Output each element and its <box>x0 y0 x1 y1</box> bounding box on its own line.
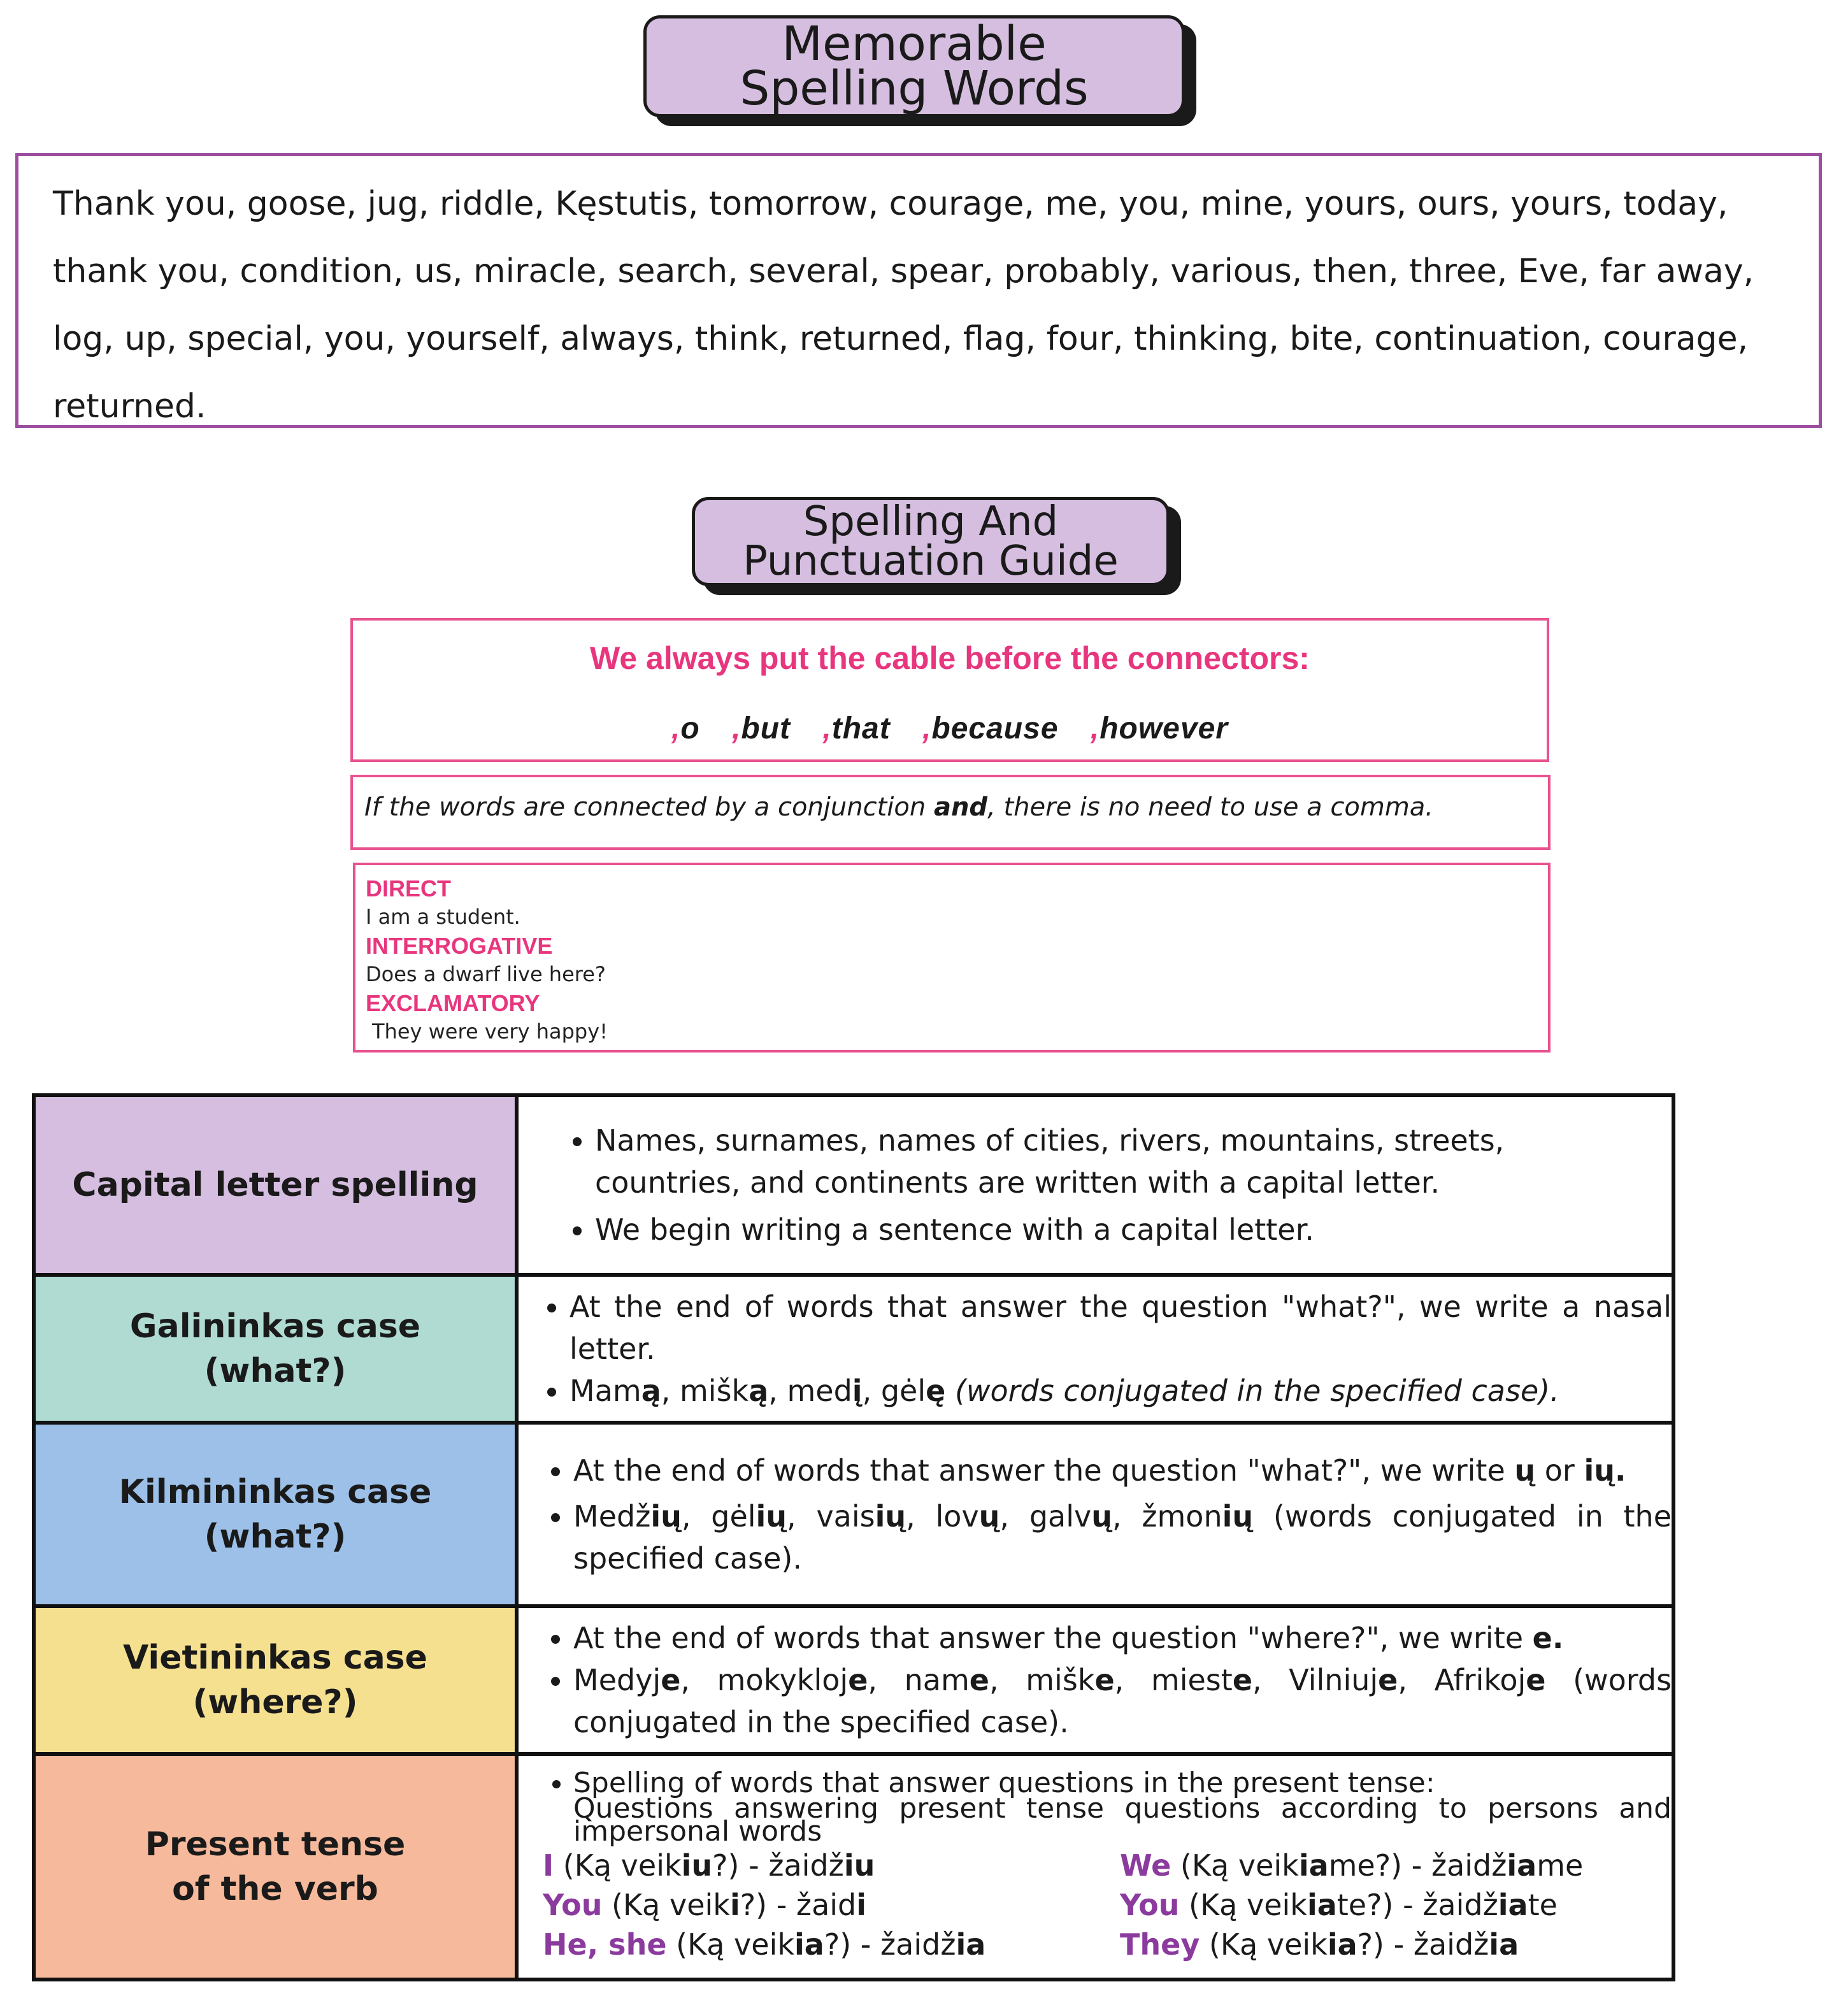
row-galininkas <box>34 1275 1673 1423</box>
galininkas-content-cell <box>517 1275 1673 1423</box>
spelling-words-box <box>15 153 1822 428</box>
comma-rule-heading: We always put the cable before the connectors: <box>590 640 1310 676</box>
sentence-type-exclamatory-label: EXCLAMATORY <box>366 990 540 1016</box>
connector-however: ,however <box>1090 712 1228 745</box>
words-line-3: log, up, special, you, yourself, always, think, returned, flag, four, thinking, bite, continuation, courage, <box>53 320 1749 358</box>
kilmininkas-label-line1: Kilmininkas case <box>118 1473 432 1511</box>
vietininkas-bullet-1: • At the end of words that answer the question "where?", we write e. <box>573 1617 1672 1659</box>
conjugation-left <box>543 1846 1094 1964</box>
connector-because: ,because <box>922 712 1059 745</box>
kilmininkas-content-cell <box>517 1423 1673 1606</box>
present-bullet-1: • Spelling of words that answer questions in the present tense: <box>573 1769 1672 1797</box>
conj-they: They (Ką veikia?) - žaidžia <box>1120 1927 1519 1962</box>
kilmininkas-label-cell <box>34 1423 517 1606</box>
and-rule-after: , there is no need to use a comma. <box>987 793 1434 822</box>
galininkas-bullet-1: • At the end of words that answer the question "what?", we write a nasal letter. <box>569 1286 1672 1370</box>
conj-you-singular: You (Ką veiki?) - žaidi <box>543 1888 867 1922</box>
kilmininkas-label-line2: (what?) <box>204 1518 347 1556</box>
guide-title-line1: Spelling And <box>803 498 1059 545</box>
connector-but: ,but <box>732 712 791 745</box>
words-line-4: returned. <box>53 387 206 426</box>
memorable-title-line1: Memorable <box>782 17 1047 71</box>
connectors-list <box>353 711 1547 746</box>
and-rule-before: If the words are connected by a conjunction <box>364 793 934 822</box>
conj-we: We (Ką veikiame?) - žaidžiame <box>1120 1848 1584 1883</box>
galininkas-label-line2: (what?) <box>204 1352 347 1390</box>
conjugation-grid <box>538 1846 1672 1964</box>
and-rule-bold: and <box>933 793 988 822</box>
galininkas-label-line1: Galininkas case <box>129 1307 421 1346</box>
vietininkas-label-cell <box>34 1606 517 1754</box>
sentence-type-exclamatory-example: They were very happy! <box>372 1019 608 1044</box>
memorable-words-title <box>643 15 1185 117</box>
and-rule-box <box>350 775 1551 850</box>
vietininkas-bullet-2: • Medyje, mokykloje, name, miške, mieste, Vilniuje, Afrikoje (words conjugated in the specified case). <box>573 1659 1672 1743</box>
vietininkas-note: (words conjugated in the specified case). <box>573 1663 1672 1739</box>
sentence-type-interrogative-example: Does a dwarf live here? <box>366 962 606 986</box>
conj-i: I (Ką veikiu?) - žaidžiu <box>543 1848 875 1883</box>
capital-content-cell <box>517 1095 1673 1275</box>
sentence-types-box <box>353 863 1551 1053</box>
capital-bullet-1: • Names, surnames, names of cities, rivers, mountains, streets, countries, and continents are written with a capital letter. <box>595 1119 1672 1204</box>
capital-label-cell <box>34 1095 517 1275</box>
kilmininkas-bullet-1: • At the end of words that answer the question "what?", we write ų or ių. <box>573 1449 1672 1491</box>
kilmininkas-note: (words conjugated in the specified case). <box>573 1499 1672 1576</box>
row-present-tense <box>34 1754 1673 1980</box>
galininkas-bullet-2: • Mamą, mišką, medį, gėlę (words conjugated in the specified case). <box>569 1370 1672 1412</box>
row-vietininkas <box>34 1606 1673 1754</box>
vietininkas-label-line2: (where?) <box>192 1683 358 1721</box>
vietininkas-label-line1: Vietininkas case <box>123 1639 427 1677</box>
vietininkas-content-cell <box>517 1606 1673 1754</box>
capital-label: Capital letter spelling <box>72 1166 478 1204</box>
sentence-type-interrogative-label: INTERROGATIVE <box>366 933 553 959</box>
sentence-type-direct-label: DIRECT <box>366 875 451 902</box>
conj-you-plural: You (Ką veikiate?) - žaidžiate <box>1120 1888 1558 1922</box>
kilmininkas-bullet-2: • Medžių, gėlių, vaisių, lovų, galvų, žmonių (words conjugated in the specified case). <box>573 1495 1672 1579</box>
memorable-title-line2: Spelling Words <box>740 61 1089 116</box>
present-subline: Questions answering present tense questions according to persons and impersonal words <box>573 1792 1672 1848</box>
grammar-rules-table <box>32 1093 1675 1981</box>
comma-rule-box <box>350 618 1549 762</box>
present-label-line1: Present tense <box>145 1825 406 1864</box>
conjugation-right <box>1120 1846 1672 1964</box>
sentence-type-direct-example: I am a student. <box>366 905 520 929</box>
capital-bullet-2: • We begin writing a sentence with a capital letter. <box>595 1209 1672 1251</box>
guide-title-line2: Punctuation Guide <box>743 538 1119 585</box>
connector-o: ,o <box>671 712 700 745</box>
words-line-1: Thank you, goose, jug, riddle, Kęstutis, tomorrow, courage, me, you, mine, yours, ours, yours, today, <box>53 185 1728 223</box>
present-content-cell <box>517 1754 1673 1980</box>
present-label-line2: of the verb <box>172 1870 378 1908</box>
conj-he-she: He, she (Ką veikia?) - žaidžia <box>543 1927 986 1962</box>
row-kilmininkas <box>34 1423 1673 1606</box>
galininkas-label-cell <box>34 1275 517 1423</box>
present-label-cell <box>34 1754 517 1980</box>
galininkas-note: (words conjugated in the specified case). <box>954 1374 1559 1408</box>
row-capital <box>34 1095 1673 1275</box>
guide-title <box>692 497 1170 586</box>
connector-that: ,that <box>822 712 891 745</box>
words-line-2: thank you, condition, us, miracle, search, several, spear, probably, various, then, three, Eve, far away, <box>53 252 1754 291</box>
